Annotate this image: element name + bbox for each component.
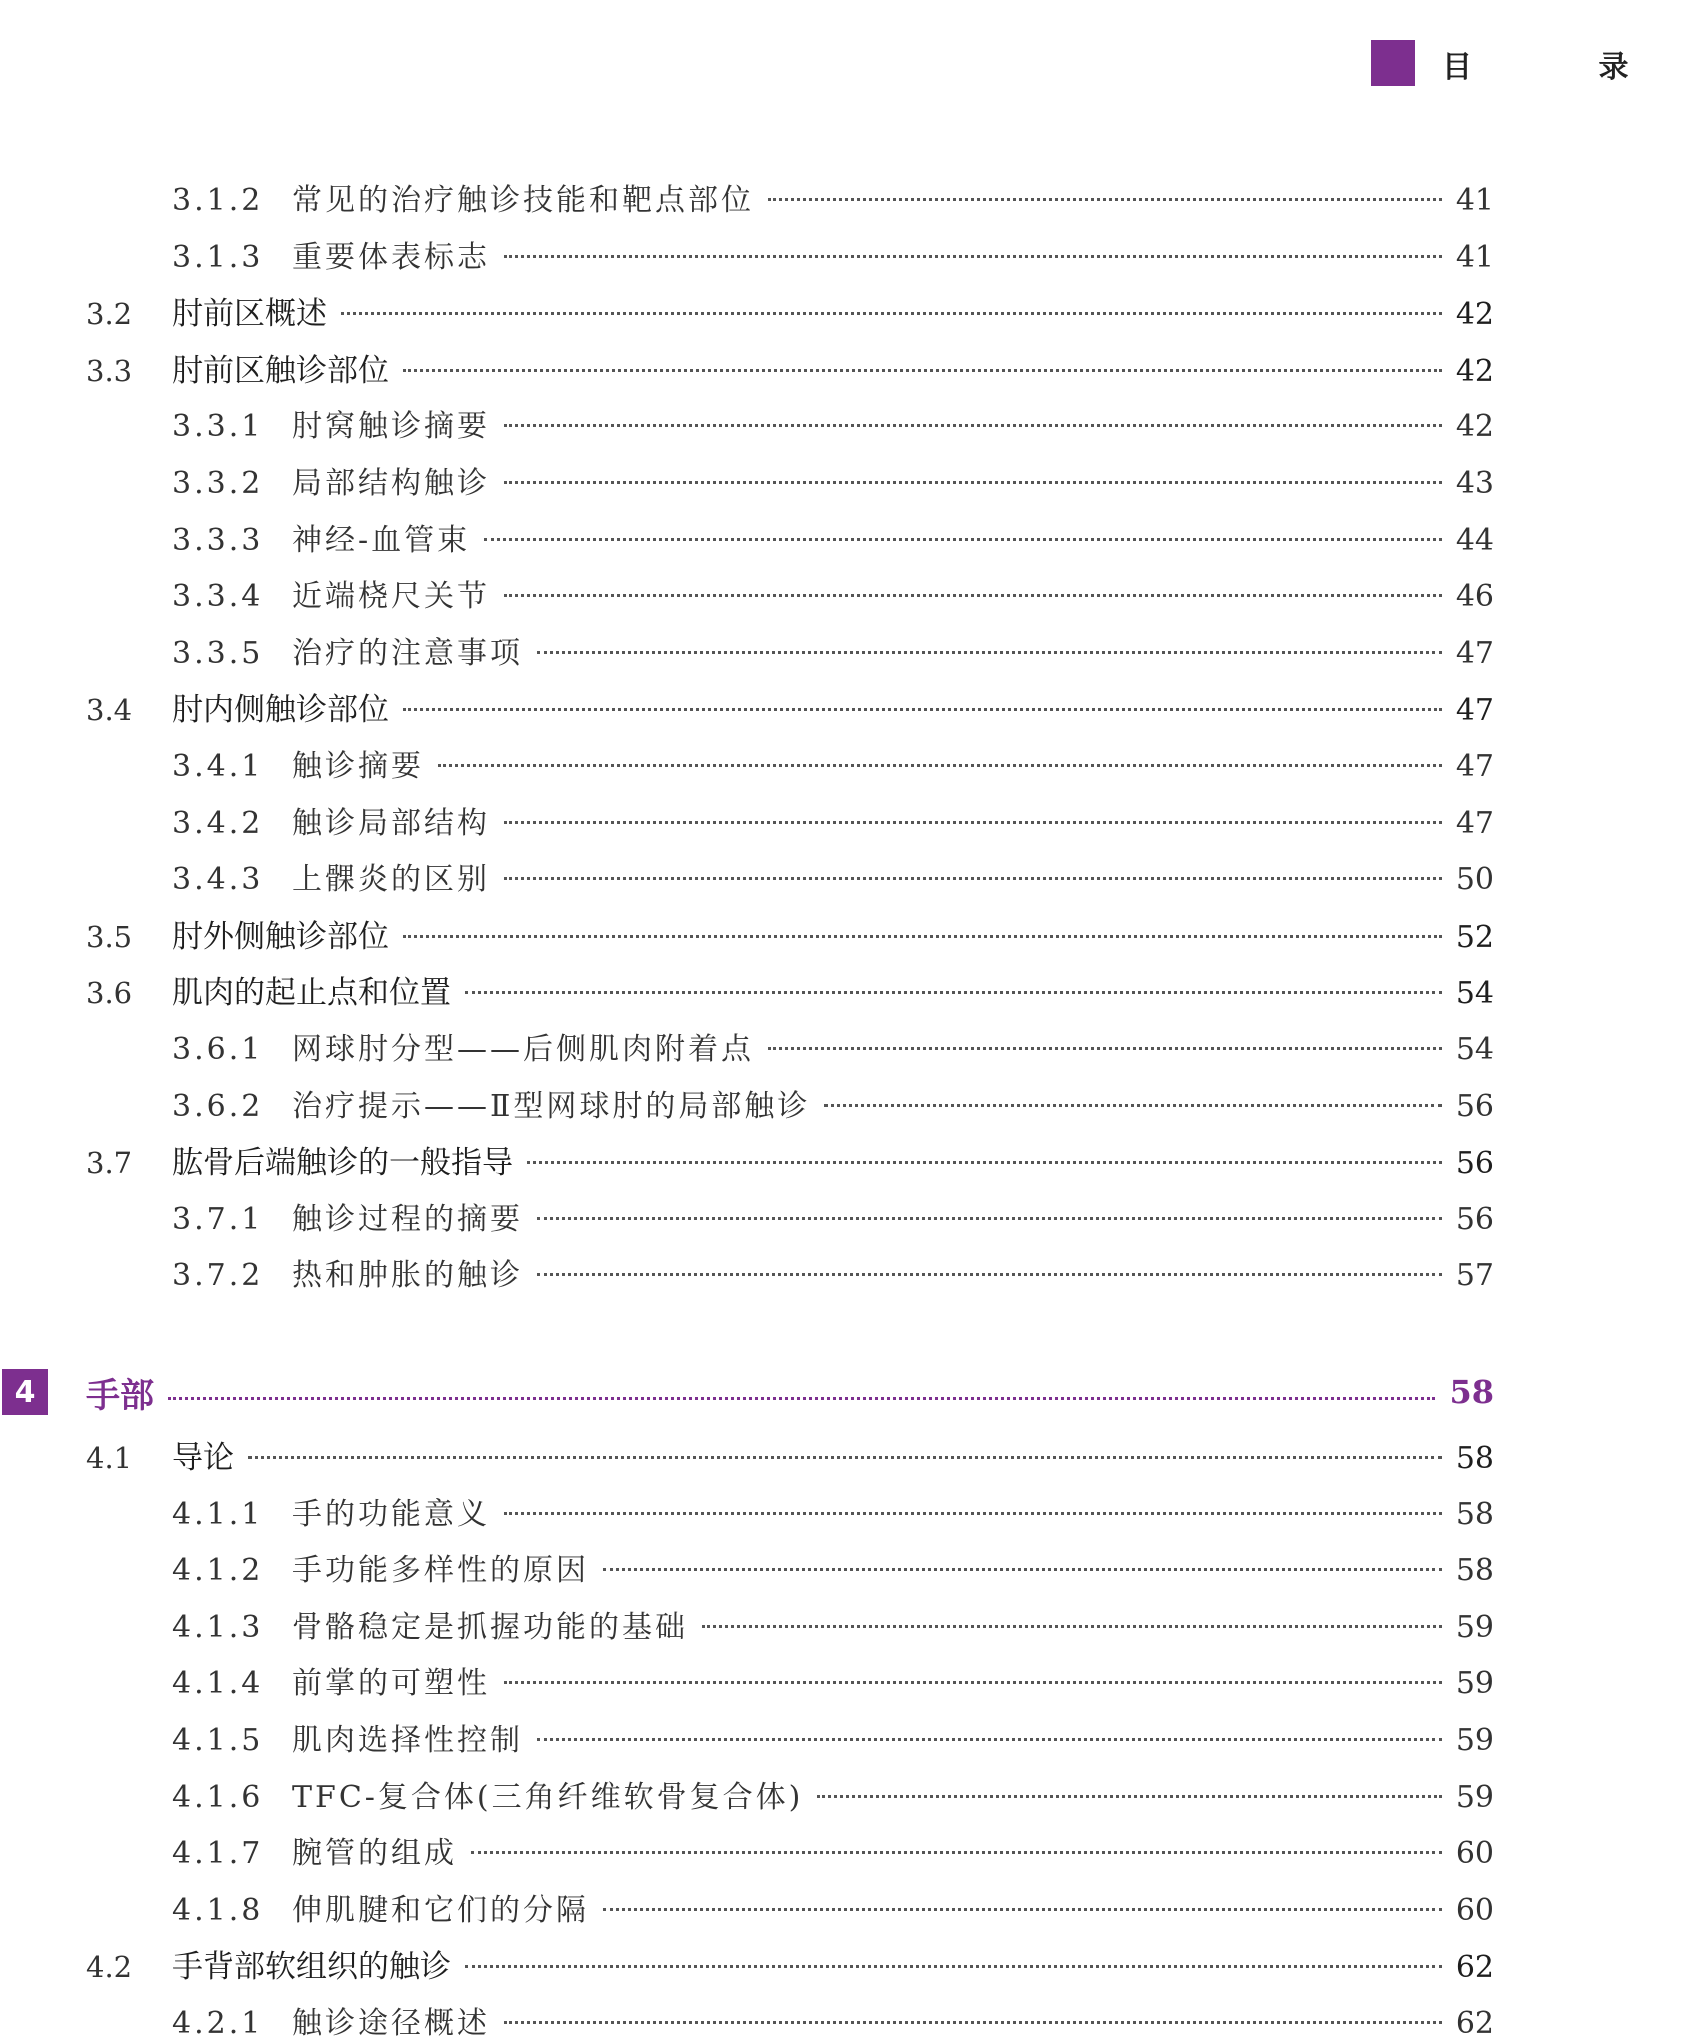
dot-leader: [504, 424, 1442, 427]
toc-entry-page: 50: [1455, 862, 1494, 898]
toc-entry[interactable]: [86, 967, 1494, 1011]
toc-entry-page: 56: [1455, 1146, 1494, 1182]
toc-entry[interactable]: [172, 1545, 1494, 1589]
toc-entry-number: 3.3.3: [172, 522, 264, 558]
toc-entry-number: 4.1.1: [172, 1496, 264, 1532]
toc-entry[interactable]: [172, 571, 1494, 615]
dot-leader: [471, 1851, 1442, 1854]
dot-leader: [768, 1047, 1442, 1050]
toc-entry-title: TFC-复合体(三角纤维软骨复合体): [292, 1779, 804, 1815]
toc-entry-page: 52: [1455, 919, 1494, 955]
toc-entry-number: 3.7.2: [172, 1258, 264, 1294]
toc-entry-page: 46: [1455, 579, 1494, 615]
toc-entry[interactable]: [86, 684, 1494, 728]
toc-entry-number: 3.6.1: [172, 1032, 264, 1067]
dot-leader: [537, 1217, 1442, 1220]
toc-entry-page: 42: [1455, 353, 1494, 389]
toc-entry-title: 手功能多样性的原因: [292, 1553, 589, 1589]
toc-entry-title: 肘前区触诊部位: [172, 352, 389, 389]
toc-entry-page: 54: [1455, 1032, 1494, 1067]
toc-entry-title: 热和肿胀的触诊: [292, 1258, 523, 1294]
toc-entry-page: 57: [1455, 1258, 1494, 1294]
toc-entry[interactable]: [172, 1194, 1494, 1238]
dot-leader: [403, 935, 1442, 938]
toc-entry-title: 触诊摘要: [292, 749, 424, 784]
toc-entry-page: 59: [1455, 1779, 1494, 1815]
dot-leader: [537, 651, 1442, 654]
toc-entry-number: 3.4: [86, 693, 133, 728]
toc-entry-title: 肱骨后端触诊的一般指导: [172, 1145, 513, 1182]
chapter-heading[interactable]: [2, 1368, 1494, 1416]
toc-entry-page: 60: [1455, 1836, 1494, 1872]
toc-entry-number: 4.1: [86, 1441, 133, 1475]
toc-entry-page: 62: [1455, 2006, 1494, 2041]
toc-entry-page: 56: [1455, 1201, 1494, 1237]
toc-entry-title: 常见的治疗触诊技能和靶点部位: [292, 183, 754, 218]
toc-entry-title: 局部结构触诊: [292, 466, 490, 501]
toc-entry[interactable]: [172, 175, 1494, 219]
dot-leader: [603, 1908, 1442, 1911]
toc-entry[interactable]: [86, 1941, 1494, 1985]
toc-entry-number: 4.1.4: [172, 1666, 264, 1702]
dot-leader: [603, 1568, 1442, 1571]
toc-entry-number: 4.1.2: [172, 1553, 264, 1589]
dot-leader: [465, 1965, 1442, 1968]
dot-leader: [504, 1681, 1442, 1684]
toc-entry-number: 3.3.1: [172, 409, 264, 445]
toc-entry-title: 神经-血管束: [292, 522, 471, 558]
toc-entry-page: 42: [1455, 409, 1494, 445]
toc-entry-page: 62: [1455, 1950, 1494, 1986]
toc-entry-title: 伸肌腱和它们的分隔: [292, 1892, 589, 1928]
toc-entry-page: 47: [1455, 749, 1494, 784]
toc-entry-title: 前掌的可塑性: [292, 1666, 490, 1702]
toc-entry-title: 触诊途径概述: [292, 2006, 490, 2041]
toc-entry[interactable]: [172, 854, 1494, 898]
toc-entry-page: 44: [1455, 522, 1494, 558]
toc-entry[interactable]: [172, 458, 1494, 502]
toc-entry[interactable]: [172, 1489, 1494, 1533]
chapter-page-number: 58: [1449, 1373, 1494, 1411]
dot-leader: [504, 877, 1442, 880]
toc-entry-number: 3.6: [86, 976, 133, 1011]
dot-leader: [527, 1161, 1442, 1164]
toc-entry-title: 上髁炎的区别: [292, 862, 490, 898]
dot-leader: [341, 312, 1442, 315]
toc-entry-number: 4.1.8: [172, 1892, 264, 1928]
dot-leader: [168, 1397, 1435, 1400]
dot-leader: [504, 594, 1442, 597]
toc-entry[interactable]: [172, 1250, 1494, 1294]
toc-entry-page: 59: [1455, 1609, 1494, 1645]
toc-entry-number: 4.1.3: [172, 1609, 264, 1645]
toc-entry-page: 54: [1455, 976, 1494, 1012]
toc-entry[interactable]: [172, 1658, 1494, 1702]
toc-entry-title: 肘前区概述: [172, 296, 327, 333]
toc-entry-title: 肘内侧触诊部位: [172, 692, 389, 729]
dot-leader: [537, 1273, 1442, 1276]
toc-entry-page: 60: [1455, 1892, 1494, 1928]
toc-entry-number: 3.3.4: [172, 579, 264, 615]
toc-entry[interactable]: [86, 345, 1494, 389]
dot-leader: [484, 538, 1442, 541]
toc-entry-number: 3.7.1: [172, 1201, 264, 1237]
toc-entry[interactable]: [172, 628, 1494, 672]
toc-entry-title: 近端桡尺关节: [292, 579, 490, 615]
toc-entry-page: 56: [1455, 1088, 1494, 1124]
dot-leader: [504, 821, 1442, 824]
toc-entry-page: 59: [1455, 1723, 1494, 1758]
dot-leader: [817, 1795, 1441, 1798]
toc-entry-title: 腕管的组成: [292, 1836, 457, 1872]
toc-entry-title: 治疗的注意事项: [292, 635, 523, 671]
toc-entry-title: 肌肉的起止点和位置: [172, 975, 451, 1012]
chapter-title: 手部: [86, 1375, 154, 1416]
toc-entry-page: 58: [1455, 1496, 1494, 1532]
toc-entry-number: 3.5: [86, 919, 133, 954]
header-color-block: [1371, 40, 1415, 86]
toc-entry-number: 3.7: [86, 1146, 133, 1181]
toc-entry-number: 3.6.2: [172, 1088, 264, 1124]
toc-entry-title: 手的功能意义: [292, 1496, 490, 1532]
toc-entry-title: 导论: [172, 1440, 234, 1476]
toc-entry[interactable]: [86, 911, 1494, 955]
dot-leader: [438, 764, 1442, 767]
toc-entry-title: 肌肉选择性控制: [292, 1723, 523, 1758]
toc-entry[interactable]: [172, 401, 1494, 445]
dot-leader: [403, 708, 1442, 711]
dot-leader: [537, 1738, 1442, 1741]
toc-entry-number: 4.2.1: [172, 2006, 264, 2041]
toc-entry[interactable]: [172, 1885, 1494, 1929]
toc-entry[interactable]: [172, 1828, 1494, 1872]
dot-leader: [465, 991, 1442, 994]
toc-entry-title: 网球肘分型——后侧肌肉附着点: [292, 1032, 754, 1067]
toc-entry[interactable]: [172, 515, 1494, 559]
dot-leader: [702, 1625, 1442, 1628]
toc-entry[interactable]: [172, 232, 1494, 276]
toc-entry-number: 4.1.7: [172, 1836, 264, 1872]
toc-entry-number: 3.2: [86, 297, 133, 332]
dot-leader: [504, 255, 1442, 258]
toc-entry-number: 3.3.2: [172, 466, 264, 501]
toc-entry[interactable]: [172, 741, 1494, 785]
toc-entry[interactable]: [172, 1081, 1494, 1125]
toc-entry-number: 3.1.3: [172, 239, 264, 275]
toc-entry-title: 治疗提示——Ⅱ型网球肘的局部触诊: [292, 1088, 811, 1124]
toc-entry-title: 手背部软组织的触诊: [172, 1949, 451, 1986]
dot-leader: [504, 2021, 1442, 2024]
toc-entry-number: 3.3: [86, 353, 133, 388]
toc-entry[interactable]: [172, 1772, 1494, 1816]
toc-entry-number: 4.1.5: [172, 1723, 264, 1758]
toc-entry-title: 肘外侧触诊部位: [172, 918, 389, 955]
dot-leader: [248, 1456, 1442, 1459]
dot-leader: [768, 198, 1442, 201]
toc-entry-page: 41: [1455, 239, 1494, 275]
toc-entry-page: 47: [1455, 693, 1494, 729]
dot-leader: [824, 1104, 1441, 1107]
toc-entry-number: 3.4.1: [172, 749, 264, 784]
page-header-title: 目 录: [1442, 50, 1686, 85]
toc-entry-page: 42: [1455, 297, 1494, 333]
toc-entry-number: 3.3.5: [172, 635, 264, 671]
toc-entry[interactable]: [172, 1998, 1494, 2042]
toc-entry-page: 58: [1455, 1441, 1494, 1476]
toc-entry-number: 4.2: [86, 1950, 133, 1985]
toc-entry-number: 3.4.3: [172, 862, 264, 898]
toc-entry[interactable]: [172, 798, 1494, 842]
chapter-number-badge: 4: [2, 1369, 48, 1415]
toc-entry-number: 3.1.2: [172, 183, 264, 218]
toc-entry-page: 59: [1455, 1666, 1494, 1702]
toc-entry[interactable]: [172, 1602, 1494, 1646]
toc-entry-title: 触诊局部结构: [292, 805, 490, 841]
toc-entry-title: 肘窝触诊摘要: [292, 409, 490, 445]
toc-entry-page: 47: [1455, 805, 1494, 841]
toc-entry[interactable]: [86, 1432, 1494, 1476]
toc-entry[interactable]: [86, 288, 1494, 332]
toc-entry-page: 43: [1455, 466, 1494, 501]
toc-entry-page: 47: [1455, 635, 1494, 671]
dot-leader: [403, 369, 1442, 372]
toc-entry-number: 4.1.6: [172, 1779, 264, 1815]
toc-entry[interactable]: [172, 1715, 1494, 1759]
toc-entry-page: 58: [1455, 1553, 1494, 1589]
toc-entry-title: 骨骼稳定是抓握功能的基础: [292, 1609, 688, 1645]
toc-entry[interactable]: [172, 1024, 1494, 1068]
toc-entry-page: 41: [1455, 183, 1494, 218]
toc-entry-title: 重要体表标志: [292, 239, 490, 275]
toc-entry-number: 3.4.2: [172, 805, 264, 841]
dot-leader: [504, 1512, 1442, 1515]
dot-leader: [504, 481, 1442, 484]
toc-entry[interactable]: [86, 1137, 1494, 1181]
toc-entry-title: 触诊过程的摘要: [292, 1201, 523, 1237]
